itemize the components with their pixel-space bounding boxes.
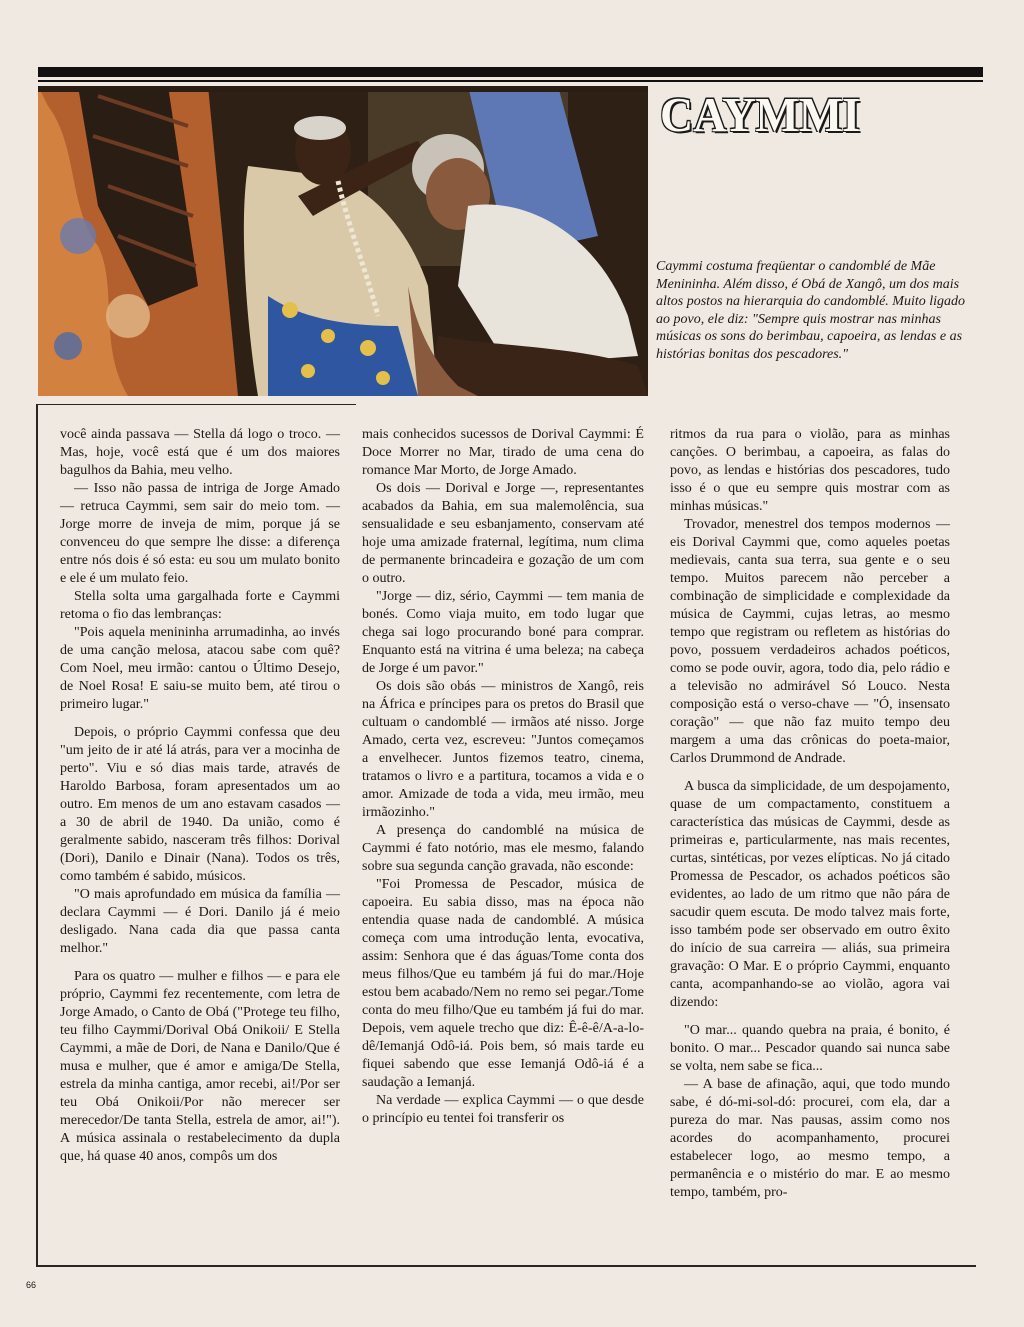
text-column-3 [670, 426, 950, 1202]
article-photo [38, 86, 648, 396]
paragraph: Na verdade — explica Caymmi — o que desde o princípio eu tentei foi transferir os [362, 1093, 644, 1126]
paragraph: Os dois — Dorival e Jorge —, representantes acabados da Bahia, em sua malemolência, sua sensualidade e seu esbanjamento, conservam até hoje uma amizade fraternal, legítima, num clima de permanente brincadeira e gozação de um com o outro. [362, 481, 644, 586]
photo-caption: Caymmi costuma freqüentar o candomblé de Mãe Menininha. Além disso, é Obá de Xangô, um dos mais altos postos na hierarquia do candomblé. Muito ligado ao povo, ele diz: "Sempre quis mostrar nas minhas músicas os sons do berimbau, capoeira, as lendas e as histórias bonitas dos pescadores." [656, 259, 966, 362]
frame-rule-bottom [36, 1265, 976, 1267]
paragraph: você ainda passava — Stella dá logo o troco. — Mas, hoje, você está que é um dos maiores bagulhos da Bahia, meu velho. [60, 427, 340, 478]
paragraph: Depois, o próprio Caymmi confessa que deu "um jeito de ir até lá atrás, para ver a mocinha de perto". Viu e só dias mais tarde, através de Haroldo Barbosa, foram apresentados um ao outro. Em menos de um ano estavam casados — a 30 de abril de 1940. Da união, como é geralmente sabido, nasceram três filhos: Dorival (Dori), Danilo e Dinair (Nana). Todos os três, como também é sabido, músicos. [60, 725, 340, 884]
paragraph: Para os quatro — mulher e filhos — e para ele próprio, Caymmi fez recentemente, com letra de Jorge Amado, o Canto de Obá ("Protege teu filho, teu filho Caymmi/Dorival Obá Onikoii/ E Stella Caymmi, a mãe de Dori, de Nana e Danilo/Que é musa e mulher, que é amor e amiga/De Stella, estrela da minha cantiga, amor recebi, ai!/Por ser teu Obá Onikoii/Por não merecer ser merecedor/De tanta Stella, estrela de amor, ai!"). A música assinala o restabelecimento da dupla que, há quase 40 anos, compôs um dos [60, 969, 340, 1164]
paragraph: A busca da simplicidade, de um despojamento, quase de um compactamento, constituem a característica das músicas de Caymmi, desde as primeiras e, particularmente, nas mais recentes, curtas, sintéticas, por vezes elípticas. No já citado Promessa de Pescador, os achados poéticos são evidentes, ao lado de um ritmo que não pára de sacudir quem escuta. De modo talvez mais forte, isso também pode ser observado em outro êxito do início de sua carreira — aliás, sua primeira gravação: O Mar. E o próprio Caymmi, enquanto canta, acompanhando-se ao violão, agora vai dizendo: [670, 779, 950, 1010]
paragraph: "O mar... quando quebra na praia, é bonito, é bonito. O mar... Pescador quando sai nunca sabe se volta, nem sabe se fica... [670, 1023, 950, 1074]
paragraph: "Foi Promessa de Pescador, música de capoeira. Eu sabia disso, mas na época não entendia quase nada de candomblé. A música começa com uma introdução lenta, evocativa, assim: Senhora que é das águas/Tome conta dos meus filhos/Que eu também já fui do mar./Hoje estou bem acabado/Nem no remo sei pegar./Tome conta do meu filho/Que eu também já fui do mar. Depois, vem aquele trecho que diz: Ê-ê-ê/A-a-lo-dê/Iemanjá Odô-iá. Pois bem, só mais tarde eu fiquei sabendo que esse Iemanjá Odô-iá é a saudação a Iemanjá. [362, 877, 644, 1090]
paragraph: Stella solta uma gargalhada forte e Caymmi retoma o fio das lembranças: [60, 589, 340, 622]
text-column-2 [362, 426, 644, 1128]
paragraph: "Pois aquela menininha arrumadinha, ao invés de uma canção melosa, atacou sabe com quê? Com Noel, meu irmão: cantou o Último Desejo, de Noel Rosa! E saiu-se muito bem, até tirou o primeiro lugar." [60, 625, 340, 712]
paragraph: Trovador, menestrel dos tempos modernos — eis Dorival Caymmi que, como aqueles poetas medievais, canta sua terra, sua gente e o seu tempo. Muitos parecem não perceber a combinação de simplicidade e complexidade da música de Caymmi, cujas letras, ao mesmo tempo que registram ou refletem as histórias do povo, possuem verdadeiros achados poéticos, como se pode ouvir, agora, todo dia, pelo rádio e a televisão no admirável Só Louco. Nesta composição está o verso-chave — "Ó, insensato coração" — que não faz muito tempo deu margem a uma das crônicas do poeta-maior, Carlos Drummond de Andrade. [670, 517, 950, 766]
paragraph: — A base de afinação, aqui, que todo mundo sabe, é dó-mi-sol-dó: procurei, com ela, dar a pureza do mar. Nas pausas, assim como nos acordes do acompanhamento, procurei estabelecer logo, ao mesmo tempo, a permanência e o mistério do mar. E ao mesmo tempo, também, pro- [670, 1077, 950, 1200]
top-rule-thin [38, 80, 983, 82]
text-column-1 [60, 426, 340, 1166]
page-number: 66 [26, 1280, 37, 1290]
paragraph: mais conhecidos sucessos de Dorival Caymmi: É Doce Morrer no Mar, tirado de uma cena do romance Mar Morto, de Jorge Amado. [362, 427, 644, 478]
paragraph: A presença do candomblé na música de Caymmi é fato notório, mas ele mesmo, falando sobre sua segunda canção gravada, não esconde: [362, 823, 644, 874]
paragraph: "Jorge — diz, sério, Caymmi — tem mania de bonés. Como viaja muito, em todo lugar que chega sai logo procurando boné para comprar. Enquanto está na vitrina é uma beleza; na cabeça de Jorge é um pavor." [362, 589, 644, 676]
article-title: CAYMMI [660, 87, 861, 142]
paragraph: Os dois são obás — ministros de Xangô, reis na África e príncipes para os pretos do Brasil que cultuam o candomblé — irmãos até nisso. Jorge Amado, certa vez, escreveu: "Juntos começamos a envelhecer. Juntos fizemos teatro, cinema, tratamos o livro e a partitura, tocamos a vida e o amor. Amizade de toda a vida, meu irmão, meu irmãozinho." [362, 679, 644, 820]
frame-rule-top [36, 404, 356, 405]
paragraph: — Isso não passa de intriga de Jorge Amado — retruca Caymmi, sem sair do meio tom. — Jorge morre de inveja de mim, porque já se convenceu do que sempre lhe disse: a diferença entre nós dois é só esta: eu sou um mulato bonito e ele é um mulato feio. [60, 481, 340, 586]
paragraph: ritmos da rua para o violão, para as minhas canções. O berimbau, a capoeira, as falas do povo, as lendas e histórias dos pescadores, tudo isso é o que eu sempre quis mostrar com as minhas músicas." [670, 427, 950, 514]
paragraph: "O mais aprofundado em música da família — declara Caymmi — é Dori. Danilo já é meio desligado. Nana cada dia que passa canta melhor." [60, 887, 340, 956]
frame-rule-left [36, 404, 38, 1266]
top-rule [38, 67, 983, 77]
